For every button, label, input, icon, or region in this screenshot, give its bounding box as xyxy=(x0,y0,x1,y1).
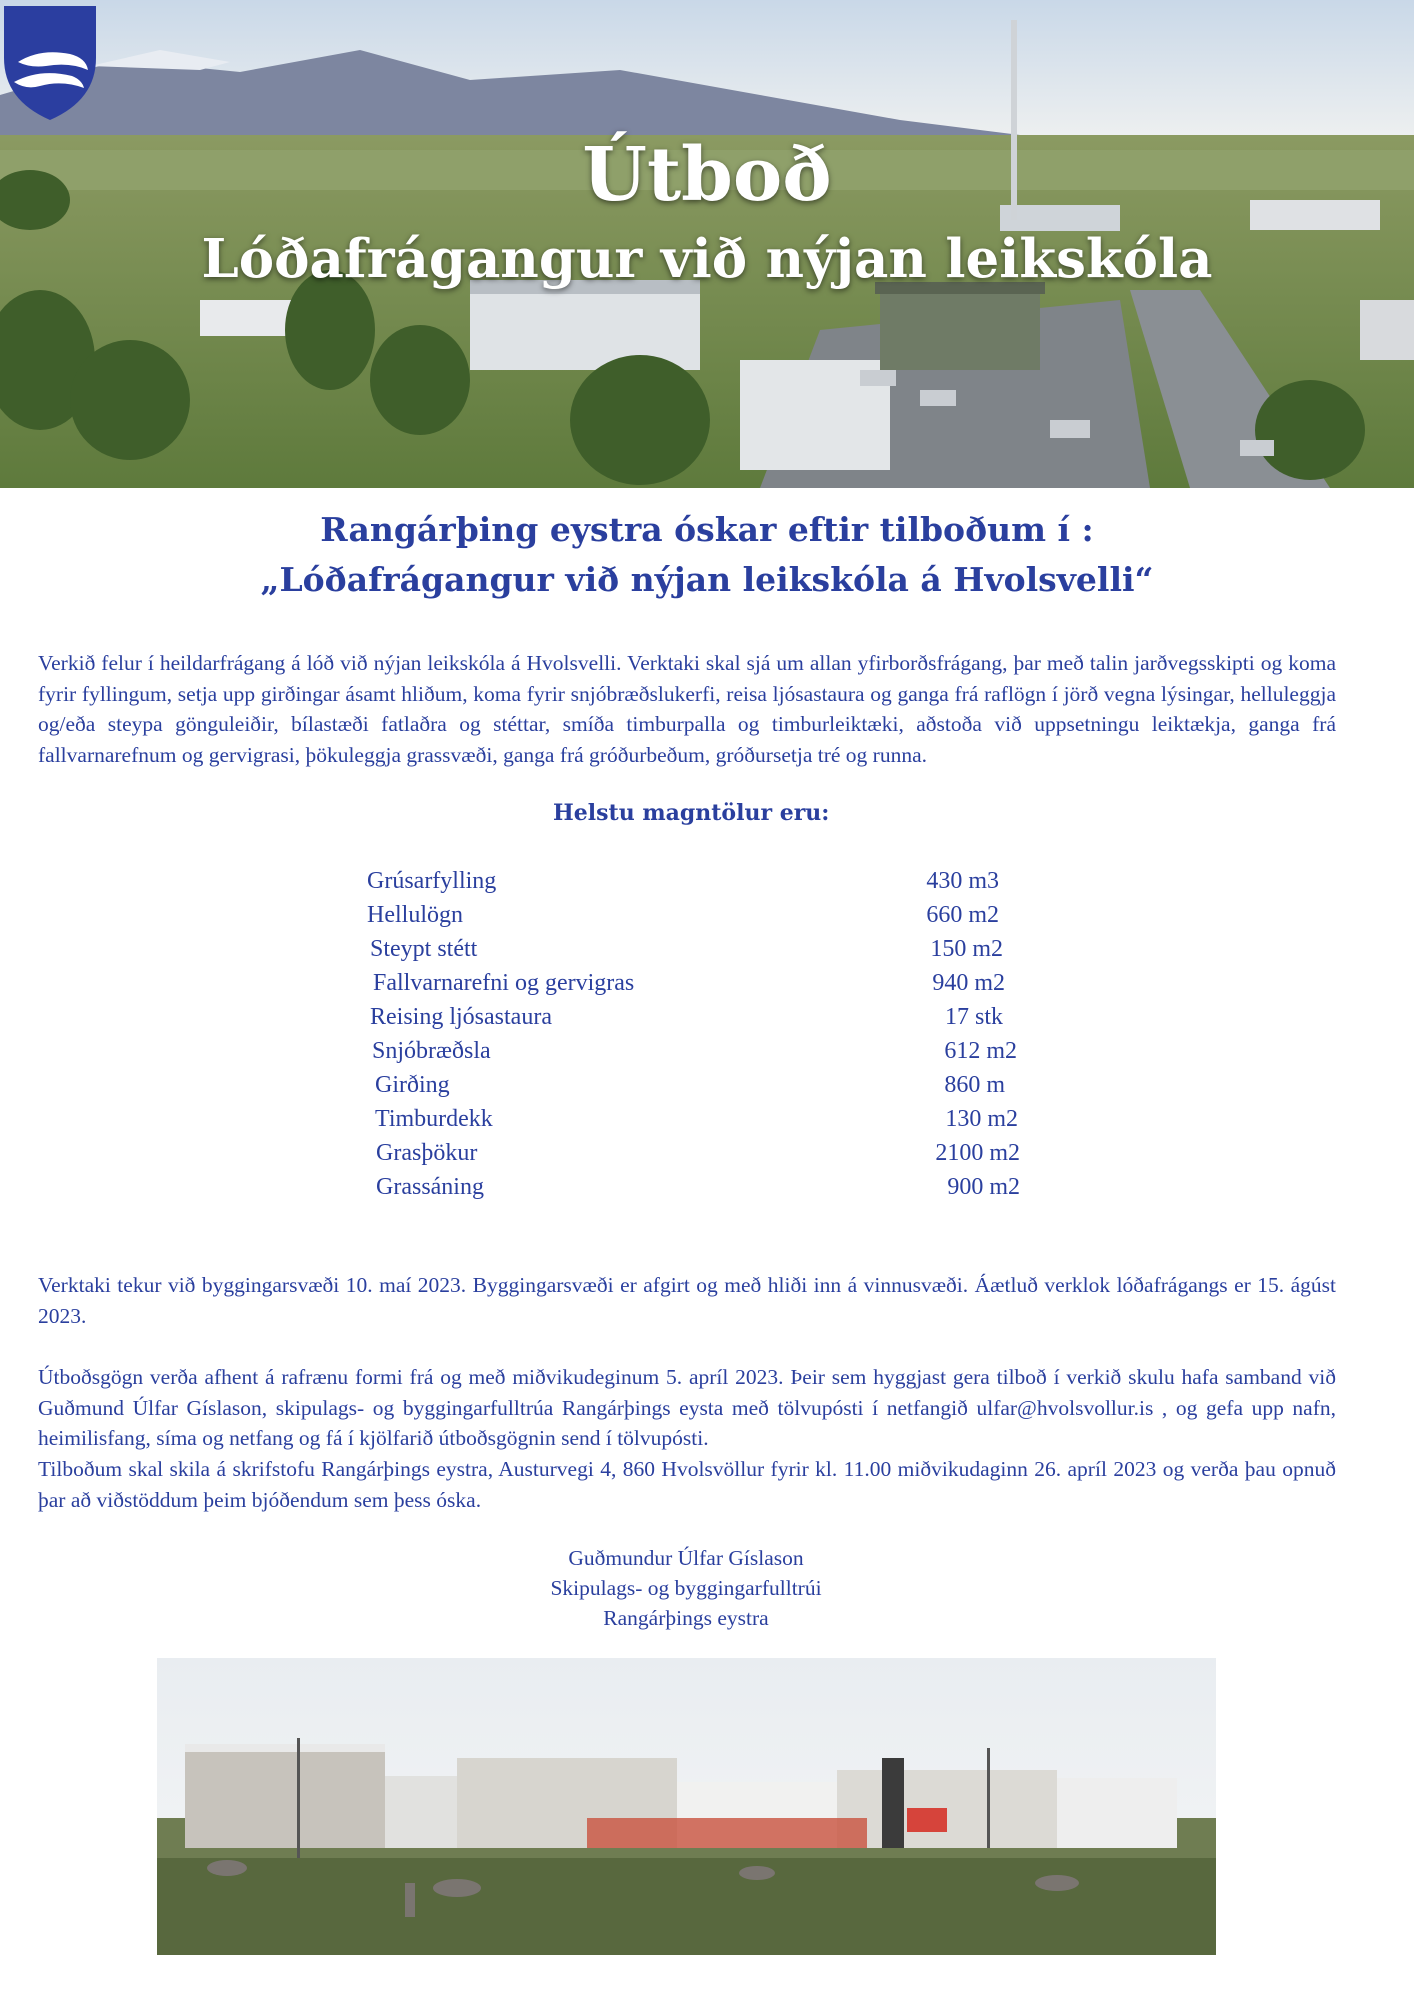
quantity-name: Girðing xyxy=(375,1072,450,1098)
quantity-name: Fallvarnarefni og gervigras xyxy=(373,970,635,996)
quantity-name: Reising ljósastaura xyxy=(370,1004,552,1030)
quantity-row xyxy=(367,1038,1027,1072)
quantity-value: 612 m2 xyxy=(944,1038,1017,1064)
submission-text: Tilboðum skal skila á skrifstofu Rangárþings eystra, Austurvegi 4, 860 Hvolsvöllur fyrir kl. 11.00 miðvikudaginn 26. apríl 2023 og verða þau opnuð þar að viðstöddum þeim bjóðendum sem þess óska. xyxy=(38,1457,1336,1512)
quantity-value: 150 m2 xyxy=(930,936,1003,962)
hero-title: Útboð xyxy=(582,132,832,218)
quantity-row xyxy=(367,1106,1027,1140)
kindergarten-illustration xyxy=(157,1658,1216,1955)
documents-text: Útboðsgögn verða afhent á rafrænu formi frá og með miðvikudeginum 5. apríl 2023. Þeir sem hyggjast gera tilboð í verkið skulu hafa samband við Guðmund Úlfar Gíslason, skipulags- og byggingarfulltrúa Rangárþings eysta með tölvupósti í netfangið ulfar@hvolsvollur.is , og gefa upp nafn, heimilisfang, síma og netfang og fá í kjölfarið útboðsgögnin send í tölvupósti. xyxy=(38,1365,1336,1450)
municipality-shield-logo xyxy=(0,0,100,124)
announcement-heading: Rangárþing eystra óskar eftir tilboðum í : xyxy=(320,510,1094,549)
quantity-row xyxy=(367,936,1027,970)
quantities-heading: Helstu magntölur eru: xyxy=(553,800,830,826)
quantity-row xyxy=(367,868,1027,902)
signature-role: Skipulags- og byggingarfulltrúi xyxy=(550,1576,822,1600)
quantity-value: 130 m2 xyxy=(945,1106,1018,1132)
project-description: Verkið felur í heildarfrágang á lóð við nýjan leikskóla á Hvolsvelli. Verktaki skal sjá um allan yfirborðsfrágang, þar með talin jarðvegsskipti og koma fyrir fyllingum, setja upp girðingar ásamt hliðum, koma fyrir snjóbræðslukerfi, reisa ljósastaura og ganga frá raflögn í jörð vegna lýsingar, helluleggja og/eða steypa gönguleiðir, bílastæði fatlaðra og stéttar, smíða timburpalla og timburleiktæki, aðstoða við uppsetningu leiktækja, ganga frá fallvarnarefnum og gervigrasi, þökuleggja grassvæði, ganga frá gróðurbeðum, gróðursetja tré og runna. xyxy=(38,651,1336,767)
quantity-value: 17 stk xyxy=(944,1004,1003,1030)
quantity-value: 430 m3 xyxy=(926,868,999,894)
project-title: „Lóðafrágangur við nýjan leikskóla á Hvolsvelli“ xyxy=(260,560,1154,599)
quantity-name: Grassáning xyxy=(376,1174,484,1200)
quantity-row xyxy=(367,1174,1027,1208)
quantity-row xyxy=(367,1072,1027,1106)
kindergarten-render-image xyxy=(157,1658,1216,1955)
quantity-row xyxy=(367,970,1027,1004)
quantity-name: Hellulögn xyxy=(367,902,463,928)
schedule-text: Verktaki tekur við byggingarsvæði 10. maí 2023. Byggingarsvæði er afgirt og með hliði inn á vinnusvæði. Áætluð verklok lóðafrágangs er 15. ágúst 2023. xyxy=(38,1273,1336,1328)
quantity-name: Steypt stétt xyxy=(370,936,478,962)
quantity-name: Snjóbræðsla xyxy=(372,1038,491,1064)
hero-photo xyxy=(0,0,1414,488)
signature-name: Guðmundur Úlfar Gíslason xyxy=(568,1546,804,1570)
quantity-row xyxy=(367,902,1027,936)
quantity-row xyxy=(367,1140,1027,1174)
quantity-value: 900 m2 xyxy=(947,1174,1020,1200)
quantity-name: Grasþökur xyxy=(376,1140,478,1166)
quantity-row xyxy=(367,1004,1027,1038)
quantity-name: Timburdekk xyxy=(375,1106,493,1132)
quantity-name: Grúsarfylling xyxy=(367,868,497,894)
quantity-value: 860 m xyxy=(944,1072,1005,1098)
quantity-value: 2100 m2 xyxy=(935,1140,1020,1166)
signature-org: Rangárþings eystra xyxy=(603,1606,769,1630)
quantity-value: 940 m2 xyxy=(932,970,1005,996)
quantity-value: 660 m2 xyxy=(926,902,999,928)
hero-subtitle: Lóðafrágangur við nýjan leikskóla xyxy=(201,228,1213,290)
